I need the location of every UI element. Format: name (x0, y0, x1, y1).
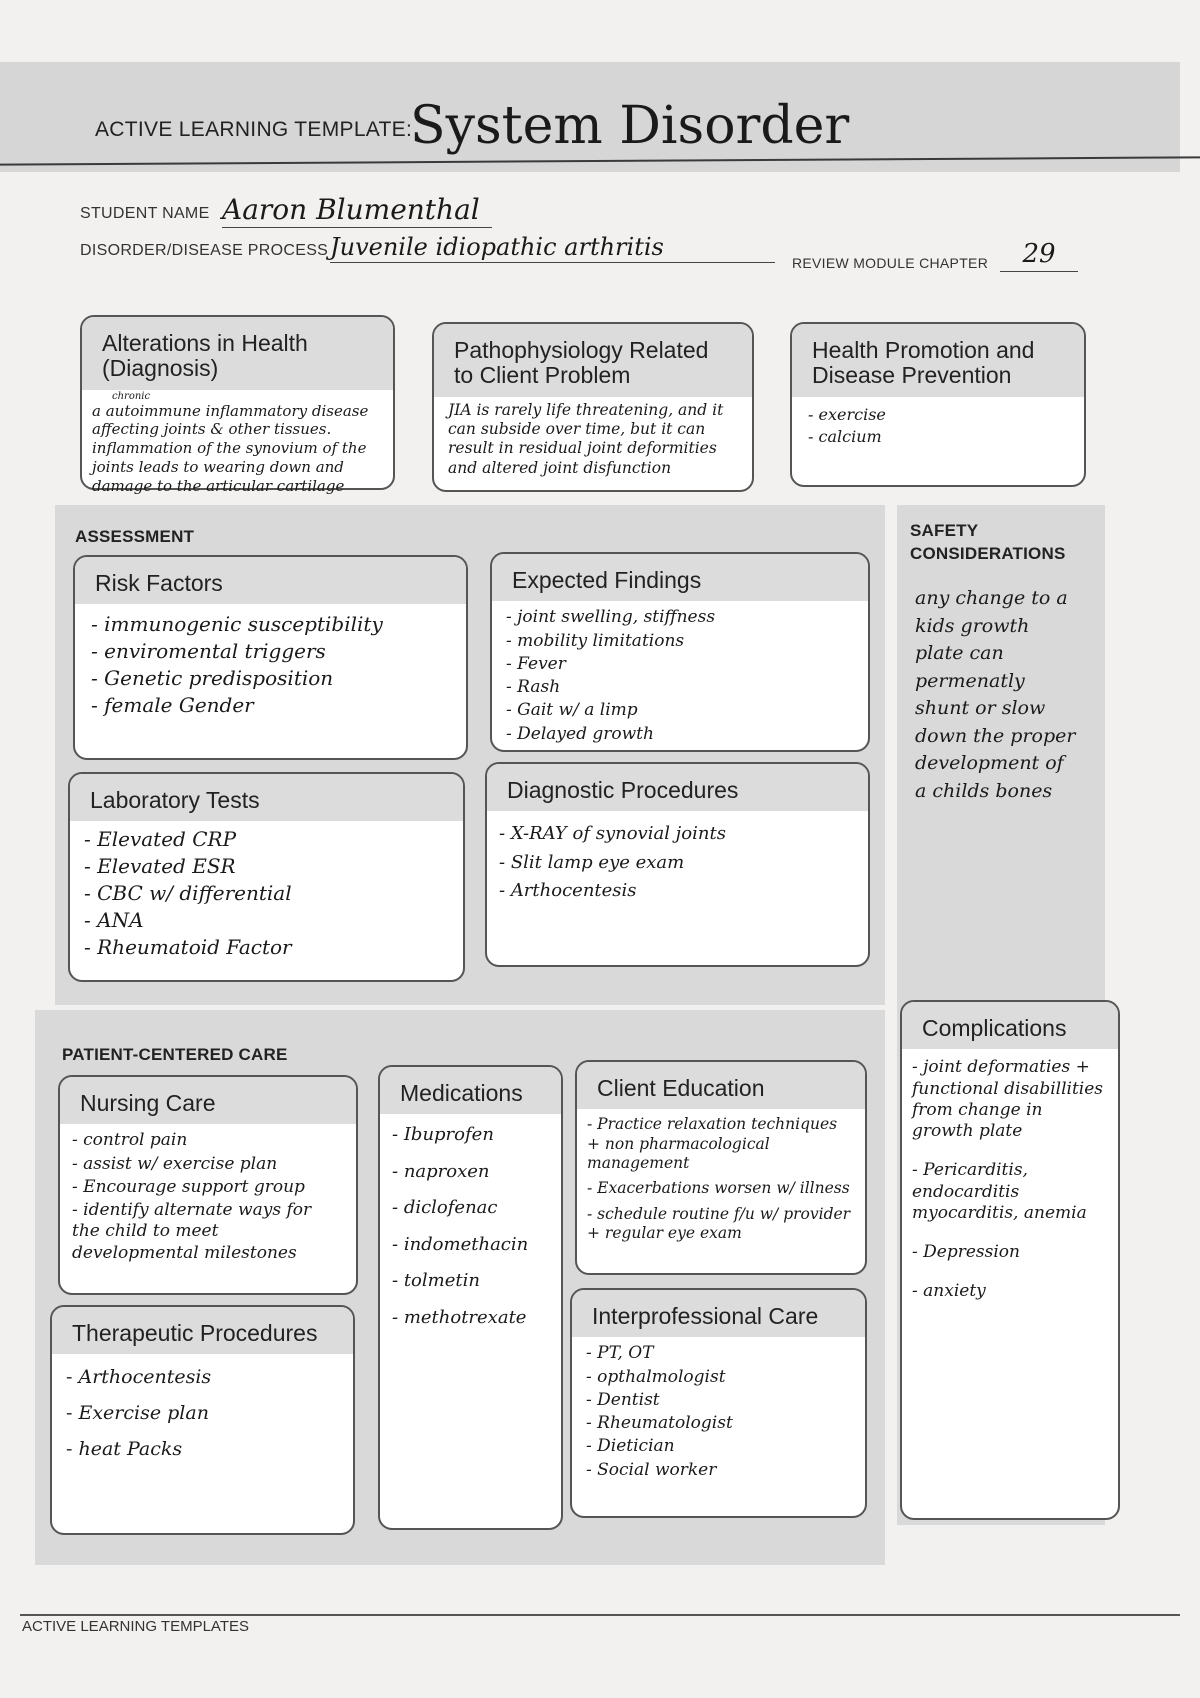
footer-text: ACTIVE LEARNING TEMPLATES (22, 1618, 249, 1635)
health-promotion-item: - calcium (808, 427, 1068, 447)
nursing-care-item: - assist w/ exercise plan (72, 1154, 344, 1175)
interprofessional-care-box (570, 1288, 867, 1518)
client-education-item: - schedule routine f/u w/ provider + regular eye exam (587, 1205, 855, 1244)
nursing-care-title: Nursing Care (60, 1077, 356, 1124)
interprofessional-care-title: Interprofessional Care (572, 1290, 865, 1337)
page-title: System Disorder (410, 96, 850, 156)
health-promotion-box (790, 322, 1086, 487)
medication-item: - methotrexate (392, 1307, 549, 1330)
chapter-label: REVIEW MODULE CHAPTER (792, 255, 989, 271)
student-name-value: Aaron Blumenthal (222, 192, 492, 228)
lab-test-item: - Elevated ESR (84, 854, 449, 879)
alterations-superscript: chronic (112, 390, 151, 402)
safety-title: SAFETY CONSIDERATIONS (910, 521, 1066, 563)
finding-item: - Fever (506, 654, 854, 675)
risk-factor-item: - Genetic predisposition (91, 666, 450, 691)
nursing-care-item: - control pain (72, 1130, 344, 1151)
diagnostic-procedures-box (485, 762, 870, 967)
pathophysiology-text: JIA is rarely life threatening, and it can subside over time, but it can result in residual joint deformities and altered joint disfunction (448, 400, 724, 477)
medication-item: - naproxen (392, 1161, 549, 1184)
risk-factor-item: - female Gender (91, 693, 450, 718)
assessment-title: ASSESSMENT (75, 527, 195, 546)
therapeutic-item: - Exercise plan (66, 1402, 339, 1426)
lab-test-item: - Elevated CRP (84, 827, 449, 852)
therapeutic-item: - heat Packs (66, 1438, 339, 1462)
disorder-value: Juvenile idiopathic arthritis (330, 232, 775, 263)
lab-test-item: - ANA (84, 908, 449, 933)
lab-test-item: - CBC w/ differential (84, 881, 449, 906)
interprofessional-item: - Rheumatologist (586, 1413, 851, 1434)
diagnostic-item: - Slit lamp eye exam (499, 852, 856, 875)
complication-item: - Pericarditis, endocarditis myocarditis, anemia (912, 1160, 1108, 1224)
safety-text: any change to a kids growth plate can permenatly shunt or slow down the proper development of a childs bones (915, 587, 1076, 802)
complications-title: Complications (902, 1002, 1118, 1049)
expected-findings-title: Expected Findings (492, 554, 868, 601)
diagnostic-item: - Arthocentesis (499, 880, 856, 903)
alterations-box (80, 315, 395, 495)
complications-box (900, 1000, 1120, 1520)
client-education-title: Client Education (577, 1062, 865, 1109)
nursing-care-item: - identify alternate ways for the child to meet developmental milestones (72, 1200, 344, 1264)
medications-box (378, 1065, 563, 1530)
interprofessional-item: - PT, OT (586, 1343, 851, 1364)
therapeutic-item: - Arthocentesis (66, 1366, 339, 1390)
footer-rule (20, 1614, 1180, 1616)
complication-item: - joint deformaties + functional disabillities from change in growth plate (912, 1057, 1108, 1142)
lab-test-item: - Rheumatoid Factor (84, 935, 449, 960)
alterations-line-2: inflammation of the synovium of the joints leads to wearing down and damage to the articular cartilage (92, 439, 367, 495)
interprofessional-item: - Dentist (586, 1390, 851, 1411)
medication-item: - Ibuprofen (392, 1124, 549, 1147)
finding-item: - Rash (506, 677, 854, 698)
chapter-value: 29 (1000, 238, 1078, 272)
diagnostic-item: - X-RAY of synovial joints (499, 823, 856, 846)
alterations-title: Alterations in Health (Diagnosis) (82, 317, 393, 390)
medications-title: Medications (380, 1067, 561, 1114)
expected-findings-box (490, 552, 870, 752)
risk-factor-item: - immunogenic susceptibility (91, 612, 450, 637)
medication-item: - indomethacin (392, 1234, 549, 1257)
client-education-box (575, 1060, 867, 1275)
complication-item: - anxiety (912, 1281, 1108, 1302)
finding-item: - Gait w/ a limp (506, 700, 854, 721)
client-education-item: - Exacerbations worsen w/ illness (587, 1179, 855, 1198)
risk-factors-title: Risk Factors (75, 557, 466, 604)
template-label: ACTIVE LEARNING TEMPLATE: (95, 118, 413, 141)
student-name-label: STUDENT NAME (80, 205, 210, 222)
nursing-care-item: - Encourage support group (72, 1177, 344, 1198)
interprofessional-item: - opthalmologist (586, 1367, 851, 1388)
interprofessional-item: - Social worker (586, 1460, 851, 1481)
finding-item: - Delayed growth (506, 724, 854, 745)
laboratory-tests-box (68, 772, 465, 982)
pathophysiology-title: Pathophysiology Related to Client Problem (434, 324, 752, 397)
therapeutic-procedures-box (50, 1305, 355, 1535)
risk-factors-box (73, 555, 468, 760)
interprofessional-item: - Dietician (586, 1436, 851, 1457)
finding-item: - mobility limitations (506, 631, 854, 652)
client-education-item: - Practice relaxation techniques + non pharmacological management (587, 1115, 855, 1173)
diagnostic-procedures-title: Diagnostic Procedures (487, 764, 868, 811)
medication-item: - tolmetin (392, 1270, 549, 1293)
finding-item: - joint swelling, stiffness (506, 607, 854, 628)
laboratory-tests-title: Laboratory Tests (70, 774, 463, 821)
patient-centered-care-title: PATIENT-CENTERED CARE (62, 1045, 288, 1064)
risk-factor-item: - enviromental triggers (91, 639, 450, 664)
disorder-label: DISORDER/DISEASE PROCESS (80, 242, 329, 259)
health-promotion-title: Health Promotion and Disease Prevention (792, 324, 1084, 397)
complication-item: - Depression (912, 1242, 1108, 1263)
pathophysiology-box (432, 322, 754, 492)
alterations-line-1: a autoimmune inflammatory disease affecting joints & other tissues. (92, 401, 369, 439)
health-promotion-item: - exercise (808, 405, 1068, 425)
therapeutic-procedures-title: Therapeutic Procedures (52, 1307, 353, 1354)
medication-item: - diclofenac (392, 1197, 549, 1220)
nursing-care-box (58, 1075, 358, 1295)
